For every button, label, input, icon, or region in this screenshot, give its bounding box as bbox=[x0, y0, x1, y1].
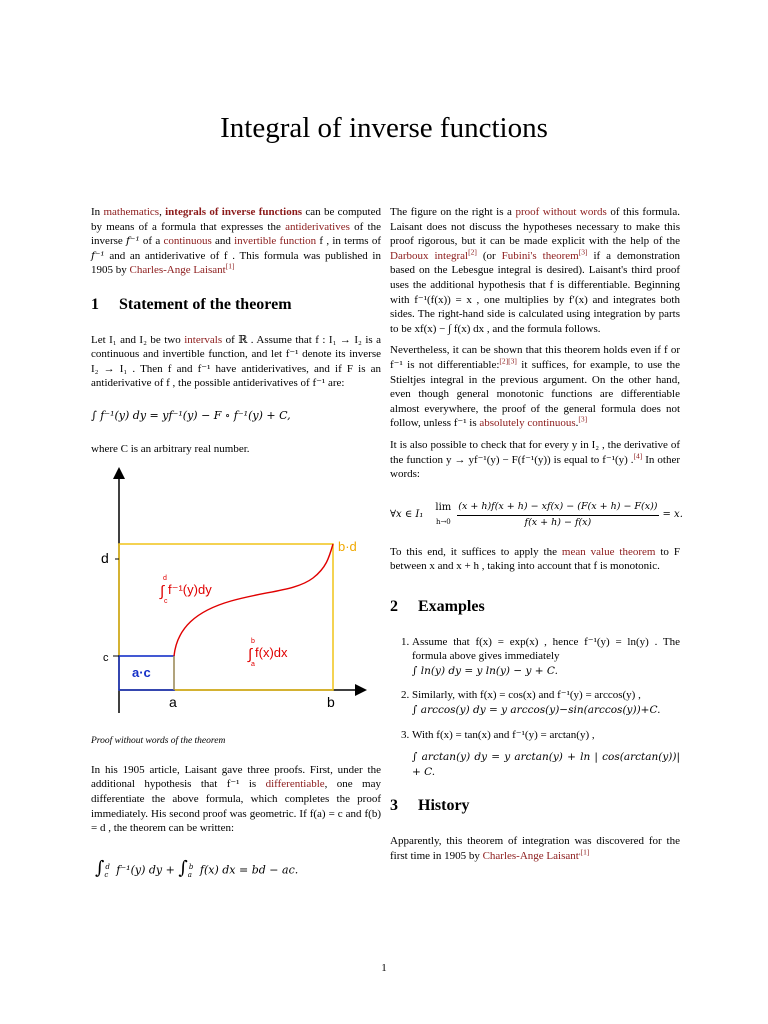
text: (or bbox=[476, 249, 502, 262]
eq2-part1: f⁻¹(y) dy + bbox=[116, 863, 179, 877]
int-bot-lower: a bbox=[251, 661, 255, 669]
mvt-paragraph bbox=[390, 545, 680, 574]
citation-2-3[interactable]: [2][3] bbox=[499, 356, 517, 366]
text: Apparently, this theorem of integration was discovered for the first time in 1905 by bbox=[390, 835, 680, 862]
history-paragraph bbox=[390, 834, 680, 863]
label-b: b bbox=[327, 694, 335, 711]
section-heading-history bbox=[390, 799, 680, 814]
figure-explanation-paragraph bbox=[390, 205, 680, 336]
math-finv: f⁻¹ bbox=[91, 249, 105, 262]
example-formula: ∫ arccos(y) dy = y arccos(y)−sin(arccos(y))+C. bbox=[412, 704, 661, 717]
link-laisant[interactable]: Charles-Ange Laisant bbox=[129, 264, 226, 277]
upper-b: b bbox=[188, 862, 194, 871]
section-title: Statement of the theorem bbox=[119, 295, 292, 313]
text: can be computed by means of a formula that expresses the bbox=[91, 206, 381, 233]
citation-3b[interactable]: [3] bbox=[578, 414, 588, 424]
citation-1[interactable]: ,[1] bbox=[578, 846, 590, 856]
eq3-denominator: f(x + h) − f(x) bbox=[524, 517, 592, 529]
text: It is also possible to check that for every y in I₂ , the derivative of the function y → yf⁻¹(y) − F(f⁻¹(y)) is equal to f⁻¹(y) . bbox=[390, 438, 680, 466]
link-integrals-of-inverse-functions[interactable]: integrals of inverse functions bbox=[165, 206, 303, 218]
section-number: 2 bbox=[390, 598, 398, 616]
link-darboux-integral[interactable]: Darboux integral bbox=[390, 249, 469, 262]
link-laisant[interactable]: Charles-Ange Laisant bbox=[482, 849, 579, 862]
int-bot-sign: ∫ bbox=[248, 646, 253, 664]
link-differentiable[interactable]: differentiable bbox=[265, 778, 325, 791]
example-text: With f(x) = tan(x) and f⁻¹(y) = arctan(y) , bbox=[412, 728, 595, 741]
label-bd: b·d bbox=[338, 539, 357, 555]
section-number: 1 bbox=[91, 295, 99, 313]
int-top-expr: f⁻¹(y)dy bbox=[168, 582, 212, 598]
text: to F between x and x + h , taking into account that f is monotonic. bbox=[390, 545, 680, 573]
text: and bbox=[211, 235, 235, 248]
example-text: Assume that f(x) = exp(x) , hence f⁻¹(y) = ln(y) . The formula above gives immediately bbox=[412, 635, 680, 663]
list-item bbox=[412, 728, 680, 780]
int-top-sign: ∫ bbox=[160, 583, 165, 601]
eq3-right: = x. bbox=[662, 508, 683, 520]
int-bot-expr: f(x)dx bbox=[255, 645, 288, 661]
nevertheless-paragraph bbox=[390, 343, 680, 431]
text: of this formula. Laisant does not discuss the hypotheses necessary to make this proof rigorous, but it can be made explicit with the help of the bbox=[390, 206, 680, 248]
section-number: 3 bbox=[390, 797, 398, 815]
math-finv: f⁻¹ bbox=[126, 235, 140, 248]
fraction bbox=[457, 500, 658, 531]
text: Let I₁ and I₂ be two bbox=[91, 333, 185, 346]
label-c: c bbox=[103, 652, 109, 665]
proofs-paragraph bbox=[91, 763, 381, 836]
text: of the inverse bbox=[91, 220, 381, 248]
derivative-paragraph bbox=[390, 438, 680, 482]
page-number: 1 bbox=[381, 962, 387, 974]
example-formula: ∫ arctan(y) dy = y arctan(y) + ln | cos(arctan(y))| + C. bbox=[412, 751, 680, 778]
text: it suffices, for example, to use the Stieltjes integral in the previous argument. On the other hand, even though general monotonic functions are differentiable almost everywhere, the proof of the general formula does not follow, unless f⁻¹ is bbox=[390, 358, 680, 430]
int-top-upper: d bbox=[163, 575, 167, 583]
examples-list bbox=[390, 635, 680, 780]
link-invertible-function[interactable]: invertible function bbox=[234, 235, 317, 248]
text: , bbox=[159, 206, 166, 218]
eq3-left: ∀x ∈ I₁ bbox=[390, 508, 424, 520]
right-column bbox=[390, 205, 683, 870]
int-bot-upper: b bbox=[251, 638, 255, 646]
link-fubinis-theorem[interactable]: Fubini's theorem bbox=[501, 249, 579, 262]
example-text: Similarly, with f(x) = cos(x) and f⁻¹(y) = arccos(y) , bbox=[412, 689, 641, 702]
text: , one may differentiate the above formula, which completes the proof immediately. His second proof was geometric. If f(a) = c and f(b) = d , the theorem can be written: bbox=[91, 778, 381, 835]
link-mathematics[interactable]: mathematics bbox=[103, 206, 160, 218]
citation-2[interactable]: [2] bbox=[468, 247, 477, 257]
equation-limit bbox=[390, 500, 683, 531]
proof-figure bbox=[91, 463, 371, 728]
text: The figure on the right is a bbox=[390, 206, 516, 218]
citation-1[interactable]: [1] bbox=[225, 261, 235, 271]
section-title: Examples bbox=[418, 598, 485, 616]
rect-bd bbox=[119, 544, 333, 690]
text: of a bbox=[139, 235, 164, 248]
lim: lim bbox=[435, 501, 452, 513]
text: f , in terms of bbox=[316, 235, 382, 248]
citation-3[interactable]: [3] bbox=[578, 247, 588, 257]
left-column bbox=[91, 205, 381, 900]
text: if a demonstration based on the Lebesgue integral is desired). Laisant's third proof uses the additional hypothesis that f is differentiable. Beginning with f⁻¹(f(x)) = x , one multiplies by f′(x) and integrates both sides. The right-hand side is calculated using integration by parts to be xf(x) − ∫ f(x) dx , and the formula follows. bbox=[390, 249, 680, 335]
link-absolutely-continuous[interactable]: absolutely continuous bbox=[479, 417, 576, 430]
citation-4[interactable]: [4] bbox=[633, 450, 643, 460]
text: and an antiderivative of f . This formula was published in 1905 by bbox=[91, 249, 381, 277]
int-top-lower: c bbox=[164, 598, 168, 606]
link-proof-without-words[interactable]: proof without words bbox=[515, 206, 607, 218]
upper-d: d bbox=[105, 862, 110, 871]
period: . bbox=[575, 417, 579, 430]
label-ac: a·c bbox=[132, 665, 151, 681]
equation-antiderivative: ∫ f⁻¹(y) dy = yf⁻¹(y) − F ∘ f⁻¹(y) + C, bbox=[91, 408, 291, 422]
text: Nevertheless, it can be shown that this theorem holds even if f or f⁻¹ is not differentiable: bbox=[390, 344, 680, 371]
lim-sub: h→0 bbox=[435, 518, 451, 527]
where-c-text: where C is an arbitrary real number. bbox=[91, 442, 250, 455]
section-heading-statement bbox=[91, 295, 381, 313]
label-d: d bbox=[101, 550, 109, 567]
page-title: Integral of inverse functions bbox=[220, 112, 548, 144]
figure-caption: Proof without words of the theorem bbox=[91, 736, 226, 747]
integral-sign: ∫ bbox=[178, 857, 188, 879]
text: In his 1905 article, Laisant gave three proofs. First, under the additional hypothesis that f⁻¹ is bbox=[91, 763, 381, 791]
statement-paragraph bbox=[91, 333, 381, 391]
eq2-part2: f(x) dx = bd − ac. bbox=[199, 863, 299, 877]
example-formula: ∫ ln(y) dy = y ln(y) − y + C. bbox=[412, 664, 558, 677]
list-item bbox=[412, 635, 680, 679]
text: In bbox=[91, 206, 104, 218]
figure-svg bbox=[91, 463, 371, 728]
intro-paragraph bbox=[91, 205, 381, 278]
text: In other words: bbox=[390, 453, 680, 481]
lower-c: c bbox=[104, 870, 109, 879]
text: To this end, it suffices to apply the bbox=[390, 545, 562, 558]
section-title: History bbox=[418, 797, 470, 815]
equation-geometric bbox=[91, 857, 381, 882]
link-antiderivatives[interactable]: antiderivatives bbox=[285, 220, 350, 233]
text: of ℝ . Assume that f : I₁ → I₂ is a continuous and invertible function, and let f⁻¹ denote its inverse I₂ → I₁ . Then f and f⁻¹ have antiderivatives, and if F is an antiderivative of f , the possible antiderivatives of f⁻¹ are: bbox=[91, 333, 382, 390]
link-continuous[interactable]: continuous bbox=[163, 235, 212, 248]
label-a: a bbox=[169, 694, 177, 711]
lower-a: a bbox=[187, 870, 192, 879]
limit bbox=[435, 501, 451, 530]
section-heading-examples bbox=[390, 600, 680, 615]
link-intervals[interactable]: intervals bbox=[184, 333, 223, 346]
eq3-numerator: (x + h)f(x + h) − xf(x) − (F(x + h) − F(x)) bbox=[457, 500, 658, 517]
list-item bbox=[412, 688, 680, 717]
link-mean-value-theorem[interactable]: mean value theorem bbox=[561, 545, 656, 558]
integral-sign: ∫ bbox=[95, 857, 105, 879]
